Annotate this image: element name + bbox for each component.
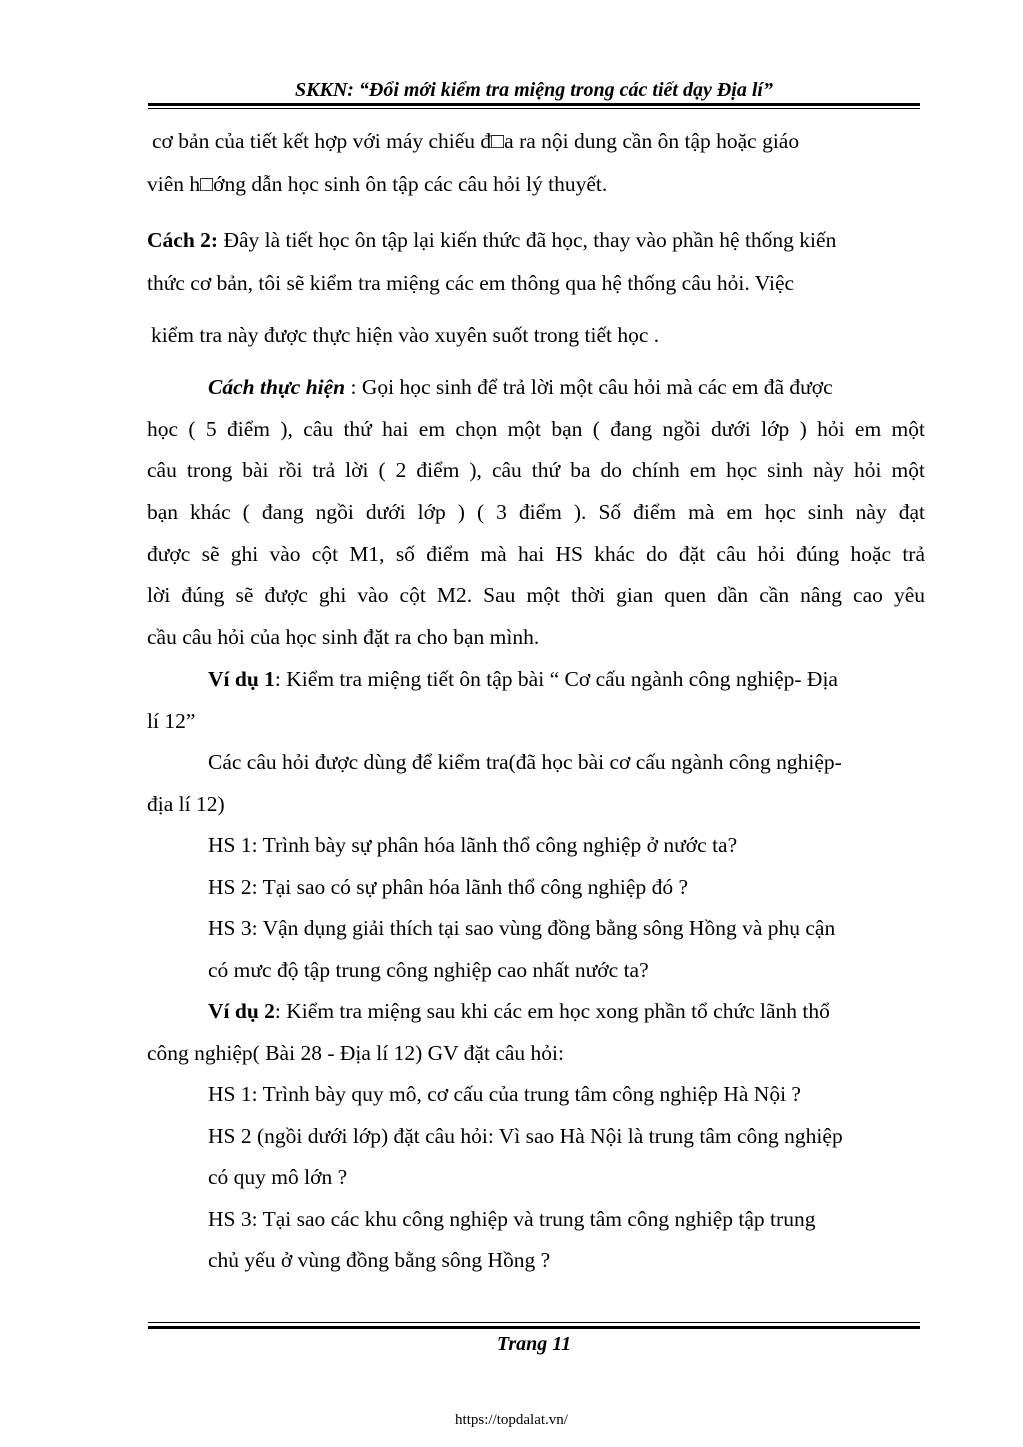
body-line-2: viên h□ớng dẫn học sinh ôn tập các câu hỏi lý thuyết. bbox=[147, 172, 608, 196]
body-line-26: HS 3: Tại sao các khu công nghiệp và trung tâm công nghiệp tập trung bbox=[208, 1207, 816, 1231]
body-line-25: có quy mô lớn ? bbox=[208, 1165, 348, 1189]
body-line-16: địa lí 12) bbox=[147, 792, 225, 816]
header-rule-thick bbox=[148, 103, 920, 106]
body-line-6 bbox=[208, 373, 833, 401]
source-url: https://topdalat.vn/ bbox=[455, 1412, 568, 1428]
body-line-7: học ( 5 điểm ), câu thứ hai em chọn một bạn ( đang ngồi dưới lớp ) hỏi em một bbox=[147, 417, 925, 441]
body-line-15: Các câu hỏi được dùng để kiểm tra(đã học bài cơ cấu ngành công nghiệp- bbox=[208, 750, 842, 774]
body-line-19: HS 3: Vận dụng giải thích tại sao vùng đồng bằng sông Hồng và phụ cận bbox=[208, 916, 836, 940]
procedure-label: Cách thực hiện bbox=[208, 375, 346, 399]
body-line-13 bbox=[208, 665, 838, 693]
method-2-text: Đây là tiết học ôn tập lại kiến thức đã học, thay vào phần hệ thống kiến bbox=[218, 228, 837, 252]
footer-rule-thick bbox=[148, 1326, 920, 1329]
header-title: SKKN: “Đổi mới kiểm tra miệng trong các tiết dạy Địa lí” bbox=[295, 79, 773, 101]
method-2-label: Cách 2: bbox=[147, 228, 219, 252]
header-rule-thin bbox=[148, 108, 920, 109]
body-line-21 bbox=[208, 997, 830, 1025]
body-line-24: HS 2 (ngồi dưới lớp) đặt câu hỏi: Vì sao Hà Nội là trung tâm công nghiệp bbox=[208, 1124, 843, 1148]
procedure-text: : Gọi học sinh để trả lời một câu hỏi mà các em đã được bbox=[345, 375, 833, 399]
example-1-label: Ví dụ 1 bbox=[208, 667, 275, 691]
body-line-18: HS 2: Tại sao có sự phân hóa lãnh thổ công nghiệp đó ? bbox=[208, 875, 688, 899]
body-line-23: HS 1: Trình bày quy mô, cơ cấu của trung tâm công nghiệp Hà Nội ? bbox=[208, 1082, 801, 1106]
body-line-3 bbox=[147, 226, 836, 254]
body-line-27: chủ yếu ở vùng đồng bằng sông Hồng ? bbox=[208, 1248, 551, 1272]
example-1-text: : Kiểm tra miệng tiết ôn tập bài “ Cơ cấu ngành công nghiệp- Địa bbox=[274, 667, 838, 691]
body-line-1: cơ bản của tiết kết hợp với máy chiếu đ□a ra nội dung cần ôn tập hoặc giáo bbox=[152, 129, 800, 153]
body-line-8: câu trong bài rồi trả lời ( 2 điểm ), câu thứ ba do chính em học sinh này hỏi một bbox=[147, 458, 925, 482]
body-line-12: cầu câu hỏi của học sinh đặt ra cho bạn mình. bbox=[147, 625, 540, 649]
body-line-5: kiểm tra này được thực hiện vào xuyên suốt trong tiết học . bbox=[151, 323, 660, 347]
page-number: Trang 11 bbox=[496, 1333, 572, 1355]
body-line-10: được sẽ ghi vào cột M1, số điểm mà hai HS khác do đặt câu hỏi đúng hoặc trả bbox=[147, 542, 925, 566]
body-line-17: HS 1: Trình bày sự phân hóa lãnh thổ công nghiệp ở nước ta? bbox=[208, 833, 738, 857]
body-line-20: có mưc độ tập trung công nghiệp cao nhất nước ta? bbox=[208, 958, 649, 982]
body-line-11: lời đúng sẽ được ghi vào cột M2. Sau một thời gian quen dần cần nâng cao yêu bbox=[147, 583, 925, 607]
body-line-22: công nghiệp( Bài 28 - Địa lí 12) GV đặt câu hỏi: bbox=[147, 1041, 564, 1065]
body-line-9: bạn khác ( đang ngồi dưới lớp ) ( 3 điểm ). Số điểm mà em học sinh này đạt bbox=[147, 500, 925, 524]
footer-rule-thin bbox=[148, 1322, 920, 1323]
example-2-text: : Kiểm tra miệng sau khi các em học xong phần tổ chức lãnh thổ bbox=[274, 999, 830, 1023]
body-line-14: lí 12” bbox=[147, 709, 196, 733]
example-2-label: Ví dụ 2 bbox=[208, 999, 275, 1023]
body-line-4: thức cơ bản, tôi sẽ kiểm tra miệng các em thông qua hệ thống câu hỏi. Việc bbox=[147, 271, 795, 295]
